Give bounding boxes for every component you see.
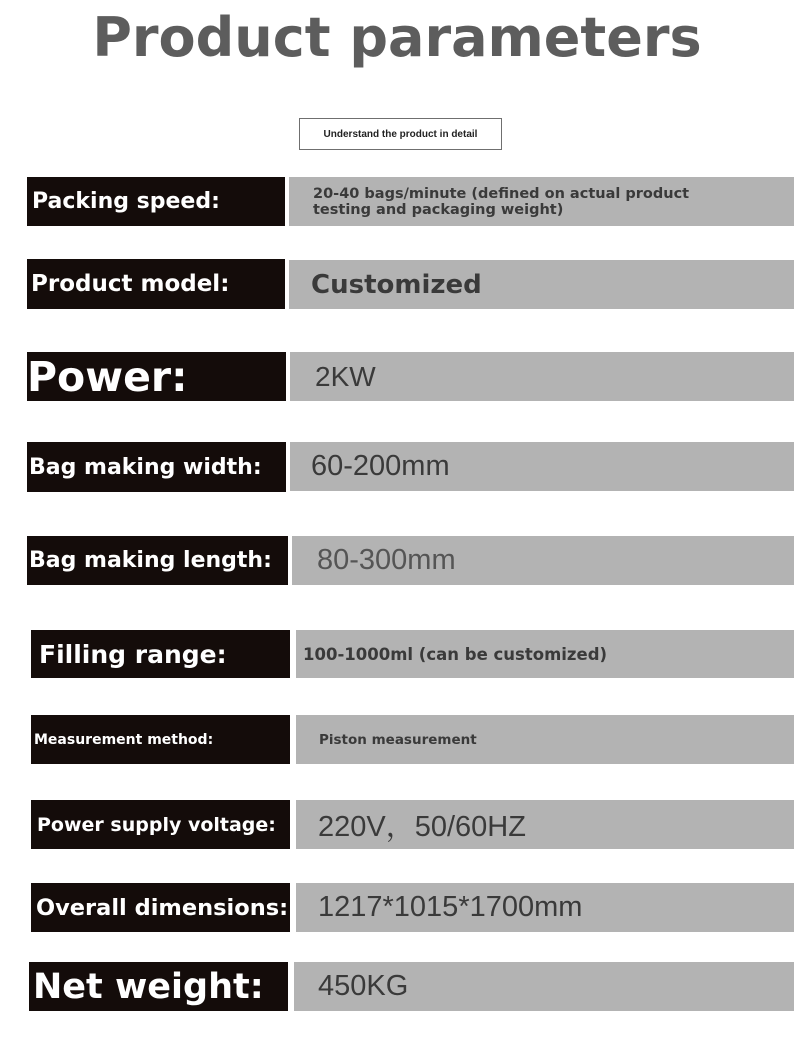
param-value-filling-range: 100-1000ml (can be customized) bbox=[296, 630, 794, 678]
param-label-power-supply-voltage: Power supply voltage: bbox=[31, 800, 290, 849]
param-label-packing-speed: Packing speed: bbox=[27, 177, 285, 226]
param-value-power-supply-voltage: 220V，50/60HZ bbox=[296, 800, 794, 849]
param-label-overall-dimensions: Overall dimensions: bbox=[31, 883, 290, 932]
param-label-product-model: Product model: bbox=[27, 259, 285, 309]
param-label-bag-width: Bag making width: bbox=[27, 442, 286, 492]
param-label-bag-length: Bag making length: bbox=[27, 536, 288, 585]
param-value-product-model: Customized bbox=[289, 260, 794, 309]
param-value-text: 20-40 bags/minute (defined on actual product testing and packaging weight) bbox=[313, 185, 690, 218]
detail-button[interactable]: Understand the product in detail bbox=[299, 118, 502, 150]
param-value-overall-dimensions: 1217*1015*1700mm bbox=[296, 883, 794, 932]
param-label-filling-range: Filling range: bbox=[31, 630, 290, 678]
page-title: Product parameters bbox=[92, 6, 702, 69]
param-label-net-weight: Net weight: bbox=[29, 962, 288, 1011]
param-value-measurement-method: Piston measurement bbox=[296, 715, 794, 764]
param-value-bag-width: 60-200mm bbox=[290, 442, 794, 491]
param-value-power: 2KW bbox=[290, 352, 794, 401]
param-value-packing-speed bbox=[289, 177, 794, 226]
param-label-power: Power: bbox=[27, 352, 286, 401]
param-value-net-weight: 450KG bbox=[294, 962, 794, 1011]
param-label-measurement-method: Measurement method: bbox=[31, 715, 290, 764]
param-value-bag-length: 80-300mm bbox=[292, 536, 794, 585]
